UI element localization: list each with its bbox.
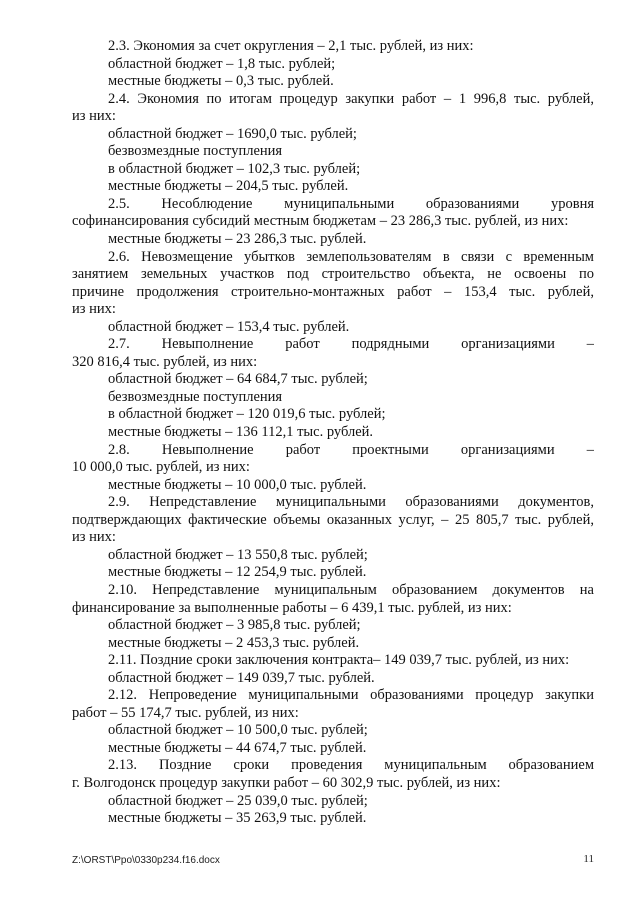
text-line: 2.3. Экономия за счет округления – 2,1 тыс. рублей, из них: [108, 38, 474, 54]
text-line: 2.7. Невыполнение работ подрядными организациями – [108, 336, 594, 353]
text-line: местные бюджеты – 204,5 тыс. рублей. [108, 178, 349, 195]
text-line: 2.5. Несоблюдение муниципальными образованиями уровня [108, 195, 594, 212]
text-line: из них: [72, 108, 116, 125]
text-line: областной бюджет – 149 039,7 тыс. рублей. [108, 669, 375, 686]
text-line: занятием земельных участков под строительство объекта, не освоены по [72, 266, 594, 283]
text-line: областной бюджет – 25 039,0 тыс. рублей; [108, 792, 368, 809]
text-line: 10 000,0 тыс. рублей, из них: [72, 459, 250, 476]
text-line: областной бюджет – 13 550,8 тыс. рублей; [108, 546, 368, 563]
text-line: областной бюджет – 153,4 тыс. рублей. [108, 318, 350, 335]
text-line: областной бюджет – 10 500,0 тыс. рублей; [108, 722, 368, 739]
text-line: 2.6. Невозмещение убытков землепользователям в связи с временным [108, 248, 594, 265]
text-line: безвозмездные поступления [108, 143, 283, 160]
text-line: местные бюджеты – 23 286,3 тыс. рублей. [108, 231, 367, 248]
text-line: местные бюджеты – 0,3 тыс. рублей. [108, 73, 334, 90]
text-line: местные бюджеты – 10 000,0 тыс. рублей. [108, 476, 367, 493]
text-line: 2.13. Поздние сроки проведения муниципальным образованием [108, 757, 594, 774]
text-line: местные бюджеты – 12 254,9 тыс. рублей. [108, 564, 367, 581]
text-line: 2.11. Поздние сроки заключения контракта– 149 039,7 тыс. рублей, из них: [108, 652, 570, 669]
text-line: 2.4. Экономия по итогам процедур закупки работ – 1 996,8 тыс. рублей, [108, 90, 594, 107]
text-line: местные бюджеты – 136 112,1 тыс. рублей. [108, 424, 374, 441]
text-line: работ – 55 174,7 тыс. рублей, из них: [72, 704, 299, 721]
text-line: местные бюджеты – 44 674,7 тыс. рублей. [108, 739, 367, 756]
text-line: в областной бюджет – 102,3 тыс. рублей; [108, 160, 361, 177]
text-line: областной бюджет – 1690,0 тыс. рублей; [108, 125, 357, 142]
page-number: 11 [583, 853, 594, 865]
text-line: безвозмездные поступления [108, 388, 283, 405]
text-line: финансирование за выполненные работы – 6 439,1 тыс. рублей, из них: [72, 599, 512, 616]
text-line: г. Волгодонск процедур закупки работ – 60 302,9 тыс. рублей, из них: [72, 774, 501, 791]
text-line: 2.10. Непредставление муниципальным образованием документов на [108, 581, 594, 598]
text-line: областной бюджет – 3 985,8 тыс. рублей; [108, 617, 361, 634]
text-line: причине продолжения строительно-монтажных работ – 153,4 тыс. рублей, [72, 283, 594, 300]
text-line: местные бюджеты – 35 263,9 тыс. рублей. [108, 810, 367, 827]
text-line: 2.8. Невыполнение работ проектными организациями – [108, 441, 594, 458]
text-line: из них: [72, 529, 116, 546]
text-line: 320 816,4 тыс. рублей, из них: [72, 353, 258, 370]
text-line: местные бюджеты – 2 453,3 тыс. рублей. [108, 634, 360, 651]
text-line: из них: [72, 301, 116, 318]
text-line: 2.12. Непроведение муниципальными образованиями процедур закупки [108, 687, 594, 704]
text-line: в областной бюджет – 120 019,6 тыс. рублей; [108, 406, 386, 423]
text-line: областной бюджет – 64 684,7 тыс. рублей; [108, 371, 368, 388]
text-line: софинансирования субсидий местным бюджетам – 23 286,3 тыс. рублей, из них: [72, 213, 569, 230]
footer-file-path: Z:\ORST\Ppo\0330p234.f16.docx [72, 855, 220, 866]
text-line: подтверждающих фактические объемы оказанных услуг, – 25 805,7 тыс. рублей, [72, 511, 594, 528]
document-body [72, 38, 594, 828]
text-line: 2.9. Непредставление муниципальными образованиями документов, [108, 494, 594, 511]
text-line: областной бюджет – 1,8 тыс. рублей; [108, 55, 336, 72]
